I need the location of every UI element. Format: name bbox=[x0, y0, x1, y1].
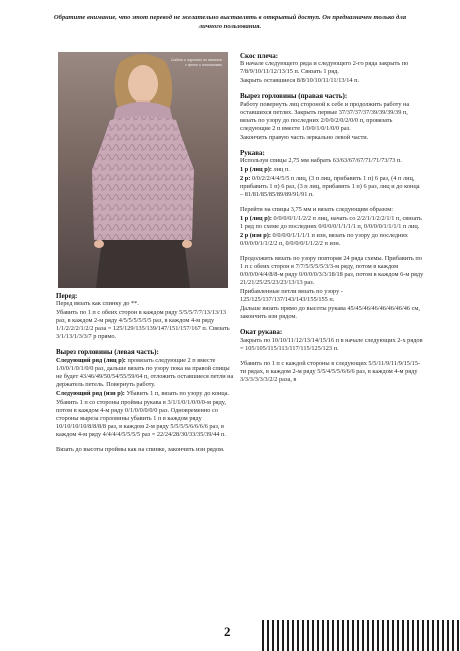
paragraph: 1 р (лиц р): 0/0/0/0/1/1/2/2 п лиц, начать со 2/2/1/1/2/2/1/1 п, связать 1 ряд по схеме до последних 0/0/0/0/1/1/1/1 п, 0/0/0/0/1/1/1/1 п лиц. bbox=[240, 215, 422, 231]
paragraph: 1 р (лиц р): лиц п. bbox=[240, 166, 290, 174]
paragraph: Убавить 1 п со стороны проймы рукава в 3/1/1/0/1/0/0/0-м ряду, потом в каждом 4-м ряду 0/1/0/0/0/0/0 раз. Одновременно со стороны выреза горловины убавить 1 п в каждом ряду 10/10/10/10/8/8/8/8 раз, в каждом 2-м ряду 5/5/5/5/6/6/6/6 раз, в каждом 4-м ряду 4/4/4/4/5/5/5/5 раз = 22/24/28/30/33/35/39/44 п. bbox=[56, 398, 226, 438]
paragraph: Работу повернуть лиц стороной к себе и продолжить работу на оставшихся петлях. Закрыть первые 37/37/37/37/39/39/39/39 п, вязать по узору до последних 2/0/0/2/0/2/0/0 п, провязать следующие 2 п вместе 1/0/0/1/0/1/0/0 раз. bbox=[240, 100, 410, 132]
section-shoulder bbox=[240, 52, 424, 85]
section-sleeve-cap bbox=[240, 328, 424, 383]
paragraph: Дальше вязать прямо до высоты рукава 45/45/46/46/46/46/46/46 см, закончить изн рядом. bbox=[240, 305, 420, 321]
photo-caption: Сайты и журналы по вязанию с фото и описаниями bbox=[170, 58, 222, 67]
section-title: Вырез горловины (правая часть): bbox=[240, 92, 348, 101]
section-title: Вырез горловины (левая часть): bbox=[56, 348, 159, 357]
paragraph: Продолжить вязать по узору повторяя 24 ряда схемы. Прибавить по 1 п с обеих сторон в 7/7/5/5/5/5/3/3-м ряду, потом в каждом 0/0/0/0/4/4/8/8-м ряду 0/0/0/0/3/3/18/18 раз, потом в каждом 6-м ряду 21/21/25/25/23/23/13/13 раз. bbox=[240, 255, 424, 287]
section-neckline-left bbox=[56, 348, 234, 453]
section-sleeves bbox=[240, 149, 424, 321]
paragraph: В начале следующего ряда и следующего 2-го ряда закрыть по 7/8/9/10/11/12/13/15 п. Связать 1 ряд. bbox=[240, 60, 409, 76]
footer-spacer bbox=[0, 620, 196, 621]
paragraph: Вязать до высоты проймы как на спинке, закончить изн рядом. bbox=[56, 445, 225, 453]
paragraph: Следующий ряд (изн р): Убавить 1 п, вязать по узору до конца. bbox=[56, 389, 229, 397]
paragraph: Следующий ряд (лиц р): провязать следующие 2 п вместе 1/0/0/1/0/1/0/0 раз, дальше вязать по узору пока на правой спицы не будет 43/46/49/50/54/55/59/64 п, отложить оставшиеся петли на держатель петель. Повернуть работу. bbox=[56, 356, 234, 388]
paragraph: Перейти на спицы 3,75 мм и вязать следующим образом: bbox=[240, 206, 393, 214]
paragraph: Убавить по 1 п с каждой стороны в следующих 5/5/11/9/11/9/15/15-ти рядах, в каждом 2-м ряду 5/5/4/5/5/6/6/6 раз, в каждом 4-м ряду 3/3/3/3/3/3/2/2 раза, в bbox=[240, 359, 421, 383]
section-title: Рукава: bbox=[240, 148, 265, 157]
paragraph: Закрыть по 10/10/11/12/13/14/15/16 п в начале следующих 2-х рядов = 105/105/115/113/117/115/125/123 п. bbox=[240, 336, 423, 352]
paragraph: Прибавленные петли вязать по узору - 125/125/137/137/143/143/155/155 п. bbox=[240, 288, 343, 304]
left-column bbox=[56, 292, 234, 461]
paragraph: Закрыть оставшиеся 8/8/10/10/11/11/13/14 п. bbox=[240, 77, 360, 85]
right-column bbox=[240, 52, 424, 391]
section-title: Окат рукава: bbox=[240, 328, 283, 337]
copyright-notice: Обратите внимание, что этот перевод не желательно выставлять в открытый доступ. Он предназначен только для личного пользования. bbox=[53, 14, 407, 30]
section-title: Перед: bbox=[56, 292, 78, 300]
paragraph: Закончить правую часть зеркально левой части. bbox=[240, 133, 369, 141]
section-neckline-right bbox=[240, 92, 424, 141]
paragraph: Перед вязать как спинку до **. bbox=[56, 300, 139, 308]
page-number: 2 bbox=[224, 624, 231, 639]
section-front bbox=[56, 292, 234, 341]
footer-watermark-stripes bbox=[262, 620, 460, 651]
section-title: Скос плеча: bbox=[240, 52, 279, 60]
paragraph: Убавить по 1 п с обеих сторон в каждом ряду 5/5/5/7/7/13/13/13 раз, в каждом 2-м ряду 4/5/5/5/5/5/5 раз, в каждом 4-м ряду 1/1/2/2/2/1/2/2 раза = 125/129/135/139/147/151/157/167 п. Связать 3/1/13/1/3/3/7 р прямо. bbox=[56, 309, 230, 341]
paragraph: Используя спицы 2,75 мм набрать 63/63/67/67/71/71/73/73 п. bbox=[240, 157, 402, 165]
model-photo bbox=[58, 52, 228, 288]
paragraph: 2 р (изн р): 0/0/0/0/1/1/1/1 п изн, вязать по узору до последних 0/0/0/0/1/1/2/2 п, 0/0/0/0/1/1/2/2 п изн. bbox=[240, 232, 408, 248]
model-photo-illustration bbox=[58, 52, 228, 288]
paragraph: 2 р: 0/0/2/2/4/4/5/5 п лиц, (3 п лиц, прибавить 1 п) 6 раз, (4 п лиц, прибавить 1 п) 6 раз, (3 п лиц, прибавить 1 п) 6 раз, лиц и до конца – 81/81/85/85/89/89/91/91 п. bbox=[240, 175, 420, 199]
